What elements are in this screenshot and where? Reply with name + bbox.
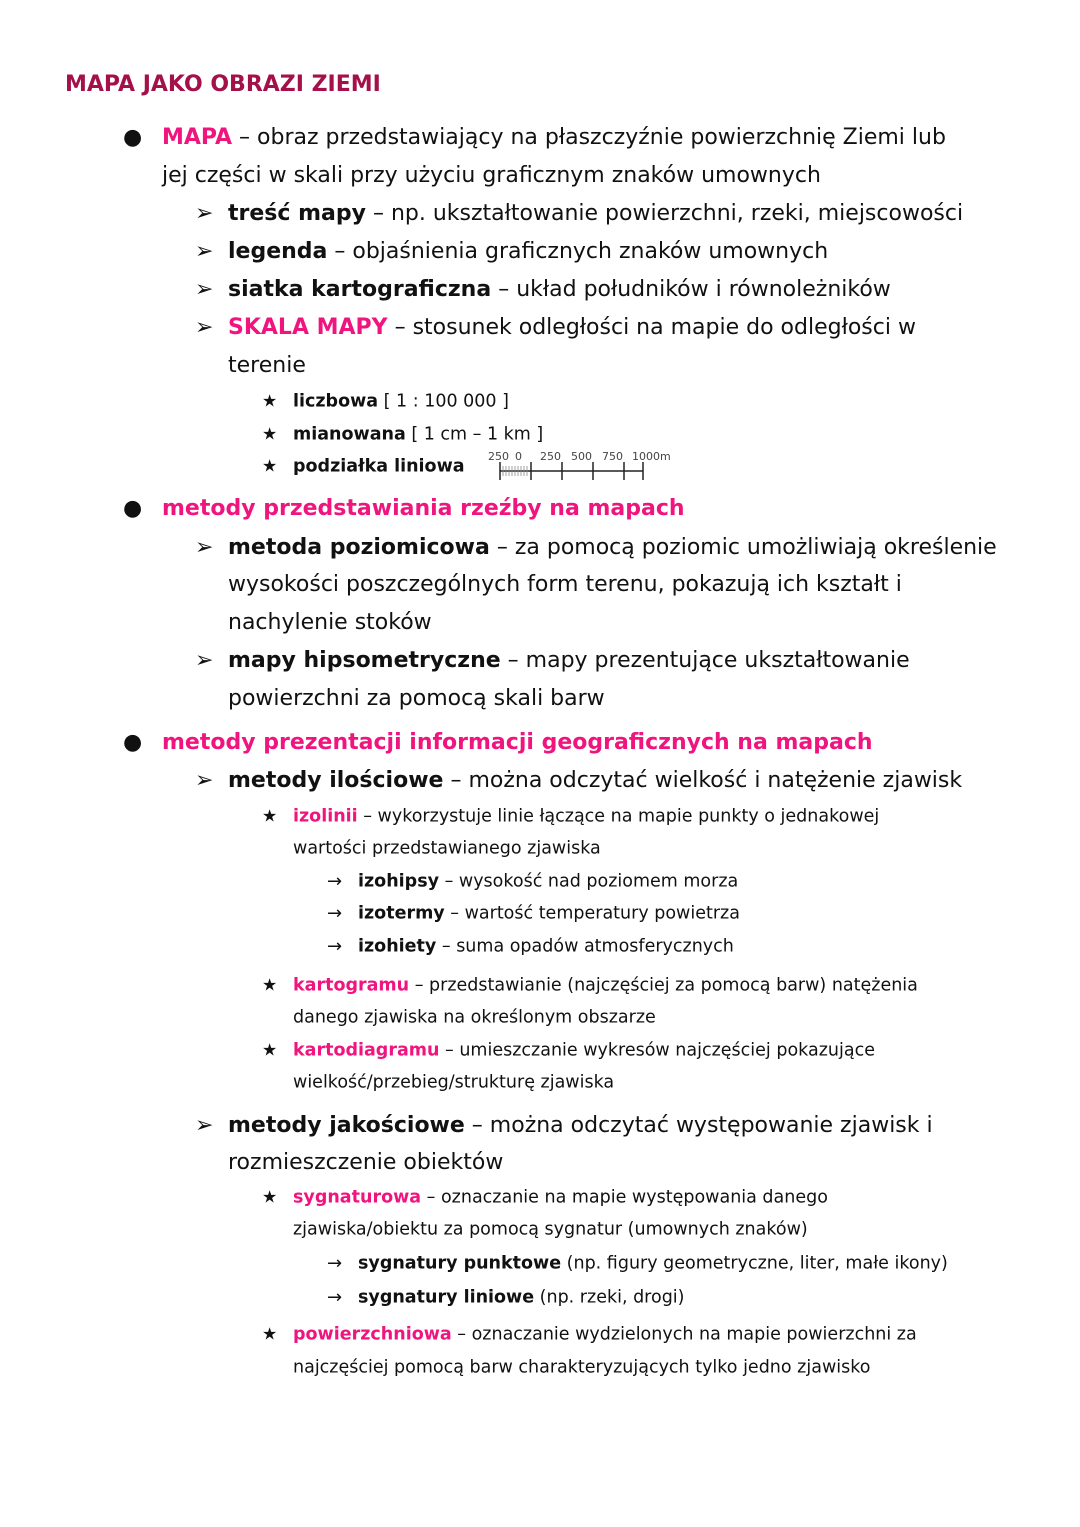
scale-label: 0 [515, 450, 522, 463]
scale-label: 1000m [632, 450, 671, 463]
term: treść mapy [228, 201, 366, 226]
arrow-icon: ➢ [195, 201, 214, 226]
definition: (np. figury geometryczne, liter, małe ikony) [561, 1253, 948, 1274]
scale-type [293, 393, 509, 411]
arrow-right-icon: → [327, 1287, 343, 1308]
method-item [293, 808, 879, 826]
page-title: MAPA JAKO OBRAZI ZIEMI [65, 72, 381, 97]
method-item [293, 1189, 828, 1207]
definition: – mapy prezentujące ukształtowanie [500, 648, 910, 673]
method-item-cont: wielkość/przebieg/strukturę zjawiska [293, 1072, 615, 1093]
list-item [228, 770, 962, 792]
sub-item [358, 1289, 685, 1307]
method-item-cont: zjawiska/obiektu za pomocą sygnatur (umownych znaków) [293, 1219, 808, 1240]
method-item-cont: danego zjawiska na określonym obszarze [293, 1007, 656, 1028]
term: legenda [228, 239, 328, 264]
list-item-cont: nachylenie stoków [228, 610, 432, 635]
definition: – można odczytać występowanie zjawisk i [464, 1113, 933, 1138]
term: SKALA MAPY [228, 315, 388, 340]
mapa-definition [162, 127, 946, 149]
star-icon: ★ [262, 391, 278, 412]
list-item-cont: powierzchni za pomocą skali barw [228, 686, 605, 711]
list-item-cont: terenie [228, 353, 306, 378]
term: metody jakościowe [228, 1113, 465, 1138]
list-item [228, 241, 828, 263]
term: mianowana [293, 424, 406, 445]
section-heading: metody przedstawiania rzeźby na mapach [162, 496, 685, 521]
arrow-right-icon: → [327, 871, 343, 892]
list-item [228, 317, 916, 339]
star-icon: ★ [262, 1324, 278, 1345]
term: sygnaturowa [293, 1187, 422, 1208]
term: sygnatury punktowe [358, 1253, 562, 1274]
scale-label: 500 [571, 450, 592, 463]
term: metody ilościowe [228, 768, 444, 793]
definition: – oznaczanie na mapie występowania danego [421, 1187, 828, 1208]
term: izohipsy [358, 871, 440, 892]
term: izotermy [358, 903, 445, 924]
term: mapy hipsometryczne [228, 648, 501, 673]
definition: (np. rzeki, drogi) [534, 1287, 685, 1308]
star-icon: ★ [262, 456, 278, 477]
star-icon: ★ [262, 975, 278, 996]
star-icon: ★ [262, 424, 278, 445]
definition: – za pomocą poziomic umożliwiają określenie [489, 535, 997, 560]
bullet-icon: ● [123, 125, 143, 150]
definition: – oznaczanie wydzielonych na mapie powierzchni za [451, 1324, 917, 1345]
definition: – objaśnienia graficznych znaków umownych [327, 239, 829, 264]
definition: – przedstawianie (najczęściej za pomocą barw) natężenia [409, 975, 918, 996]
term: kartogramu [293, 975, 410, 996]
definition: – stosunek odległości na mapie do odległości w [387, 315, 916, 340]
method-item-cont: wartości przedstawianego zjawiska [293, 838, 601, 859]
mapa-definition-cont: jej części w skali przy użyciu graficznym znaków umownych [162, 163, 821, 188]
section-heading: metody prezentacji informacji geograficznych na mapach [162, 730, 873, 755]
star-icon: ★ [262, 1040, 278, 1061]
list-item [228, 279, 891, 301]
value: [ 1 cm – 1 km ] [405, 424, 544, 445]
scale-label: 250 [488, 450, 509, 463]
method-item [293, 1042, 875, 1060]
list-item-cont: wysokości poszczególnych form terenu, pokazują ich kształt i [228, 572, 902, 597]
star-icon: ★ [262, 806, 278, 827]
arrow-right-icon: → [327, 936, 343, 957]
definition: – wykorzystuje linie łączące na mapie punkty o jednakowej [357, 806, 880, 827]
definition: – obraz przedstawiający na płaszczyźnie powierzchnię Ziemi lub [232, 125, 946, 150]
arrow-icon: ➢ [195, 1113, 214, 1138]
scale-label: 750 [602, 450, 623, 463]
sub-item [358, 1255, 948, 1273]
term: metoda poziomicowa [228, 535, 490, 560]
method-item [293, 977, 918, 995]
arrow-icon: ➢ [195, 277, 214, 302]
scale-type [293, 426, 543, 444]
bullet-icon: ● [123, 496, 143, 521]
method-item-cont: najczęściej pomocą barw charakteryzujących tylko jedno zjawisko [293, 1357, 871, 1378]
definition: – można odczytać wielkość i natężenie zjawisk [443, 768, 963, 793]
scale-type [293, 458, 465, 476]
arrow-right-icon: → [327, 1253, 343, 1274]
list-item [228, 650, 910, 672]
term: sygnatury liniowe [358, 1287, 535, 1308]
star-icon: ★ [262, 1187, 278, 1208]
value: [ 1 : 100 000 ] [378, 391, 509, 412]
term: siatka kartograficzna [228, 277, 492, 302]
definition: – suma opadów atmosferycznych [436, 936, 734, 957]
definition: – np. ukształtowanie powierzchni, rzeki, miejscowości [365, 201, 964, 226]
term: izolinii [293, 806, 358, 827]
term: MAPA [162, 125, 233, 150]
bullet-icon: ● [123, 730, 143, 755]
term: powierzchniowa [293, 1324, 452, 1345]
list-item-cont: rozmieszczenie obiektów [228, 1150, 504, 1175]
definition: – wysokość nad poziomem morza [439, 871, 739, 892]
arrow-right-icon: → [327, 903, 343, 924]
arrow-icon: ➢ [195, 315, 214, 340]
arrow-icon: ➢ [195, 239, 214, 264]
arrow-icon: ➢ [195, 768, 214, 793]
definition: – umieszczanie wykresów najczęściej pokazujące [439, 1040, 875, 1061]
list-item [228, 537, 997, 559]
term: podziałka liniowa [293, 456, 465, 477]
list-item [228, 1115, 933, 1137]
term: kartodiagramu [293, 1040, 440, 1061]
arrow-icon: ➢ [195, 535, 214, 560]
term: izohiety [358, 936, 437, 957]
list-item [228, 203, 963, 225]
arrow-icon: ➢ [195, 648, 214, 673]
definition: – wartość temperatury powietrza [444, 903, 740, 924]
sub-item [358, 873, 738, 891]
definition: – układ południków i równoleżników [491, 277, 891, 302]
sub-item [358, 905, 740, 923]
method-item [293, 1326, 917, 1344]
scale-label: 250 [540, 450, 561, 463]
term: liczbowa [293, 391, 379, 412]
sub-item [358, 938, 734, 956]
scale-bar [488, 449, 698, 483]
